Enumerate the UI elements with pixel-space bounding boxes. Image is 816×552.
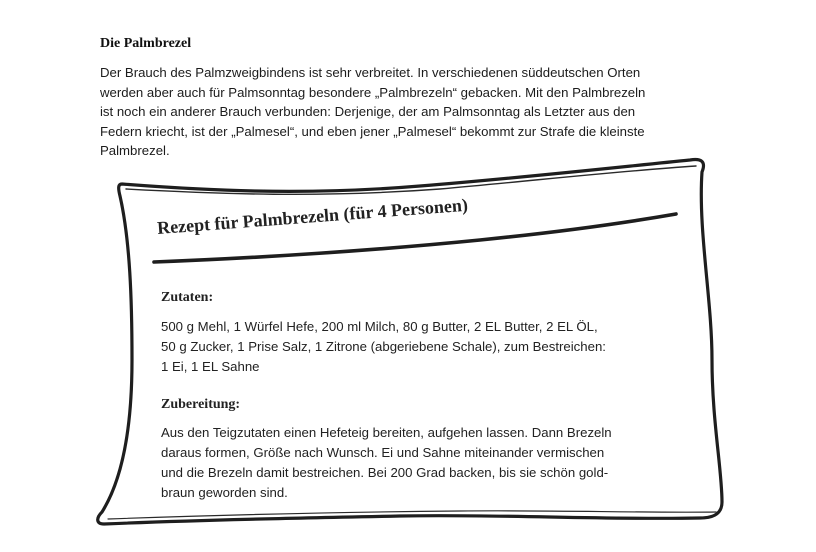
intro-title: Die Palmbrezel [100, 36, 192, 51]
ingredients-text [161, 317, 681, 377]
preparation-text [161, 423, 681, 503]
card-outline-bottom-stroke [108, 511, 716, 519]
preparation-line: daraus formen, Größe nach Wunsch. Ei und Sahne miteinander vermischen [161, 445, 605, 460]
recipe-title: Rezept für Palmbrezeln (für 4 Personen) [156, 194, 469, 239]
intro-line: Palmbrezel. [100, 143, 170, 158]
preparation-line: braun geworden sind. [161, 485, 288, 500]
card-outline-inner-stroke [126, 166, 696, 194]
ingredients-line: 1 Ei, 1 EL Sahne [161, 359, 260, 374]
intro-section [100, 36, 740, 161]
preparation-line: und die Brezeln damit bestreichen. Bei 200 Grad backen, bis sie schön gold- [161, 465, 609, 480]
intro-line: Federn kriecht, ist der „Palmesel“, und eben jener „Palmesel“ bekommt zur Strafe die kleinste [100, 123, 645, 139]
intro-paragraph [100, 63, 740, 161]
ingredients-line: 50 g Zucker, 1 Prise Salz, 1 Zitrone (abgeriebene Schale), zum Bestreichen: [161, 339, 606, 354]
preparation-heading: Zubereitung: [161, 397, 241, 412]
preparation-line: Aus den Teigzutaten einen Hefeteig bereiten, aufgehen lassen. Dann Brezeln [161, 425, 612, 440]
ingredients-heading: Zutaten: [161, 290, 214, 305]
intro-line: werden aber auch für Palmsonntag besondere „Palmbrezeln“ gebacken. Mit den Palmbrezeln [100, 84, 646, 100]
intro-line: ist noch ein anderer Brauch verbunden: Derjenige, der am Palmsonntag als Letzter aus den [100, 104, 636, 119]
intro-line: Der Brauch des Palmzweigbindens ist sehr verbreitet. In verschiedenen süddeutschen Orten [100, 65, 641, 80]
ingredients-line: 500 g Mehl, 1 Würfel Hefe, 200 ml Milch, 80 g Butter, 2 EL Butter, 2 EL ÖL, [161, 319, 598, 334]
